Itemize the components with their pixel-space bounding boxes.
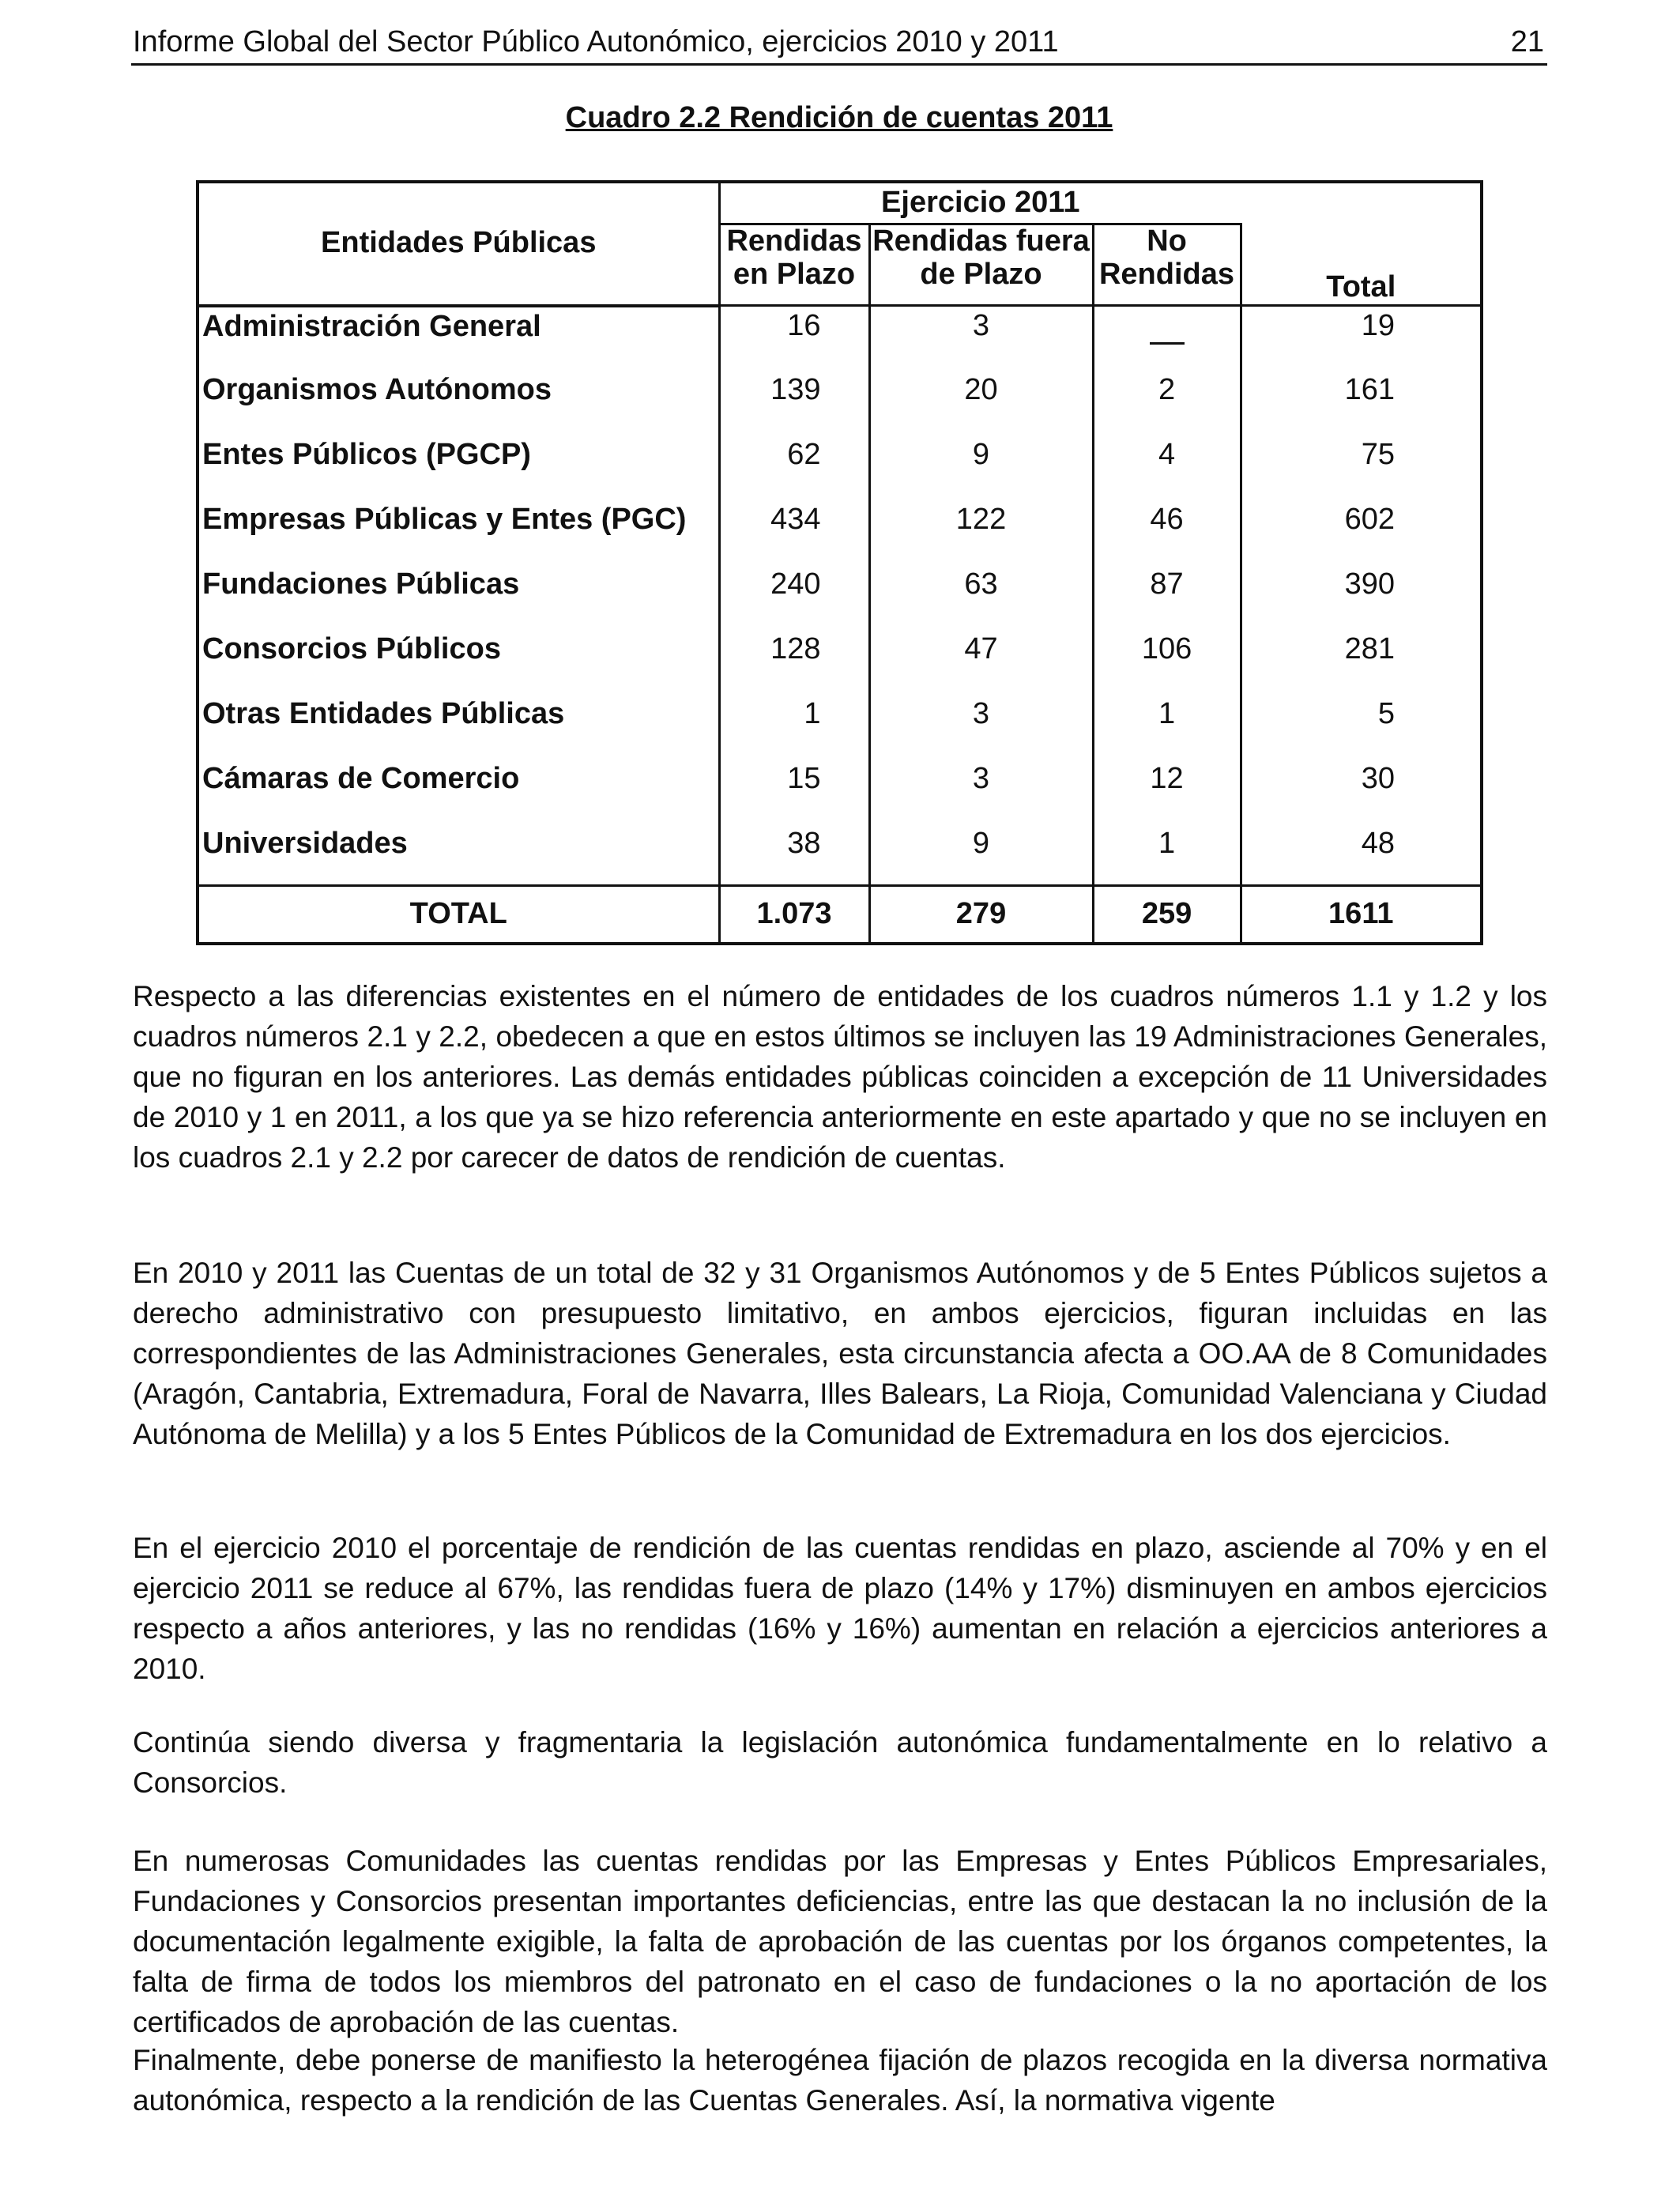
total-total: 1611: [1241, 885, 1482, 944]
cell-fuera: 122: [869, 496, 1093, 560]
table-row: [198, 306, 1482, 366]
col-header-rendidas-plazo: Rendidas en Plazo: [719, 224, 869, 306]
cell-plazo: 240: [719, 560, 869, 625]
row-name: Consorcios Públicos: [198, 625, 719, 690]
table-row: [198, 755, 1482, 820]
cell-no-rendidas: 4: [1093, 431, 1241, 496]
paragraph: Finalmente, debe ponerse de manifiesto la heterogénea fijación de plazos recogida en la diversa normativa autonómica, respecto a la rendición de las Cuentas Generales. Así, la normativa vigente: [133, 2044, 1547, 2117]
cell-plazo: 1: [719, 690, 869, 755]
cell-no-rendidas: 106: [1093, 625, 1241, 690]
col-header-rendidas-fuera: Rendidas fuera de Plazo: [869, 224, 1093, 306]
entities-header: Entidades Públicas: [198, 182, 719, 306]
row-name: Otras Entidades Públicas: [198, 690, 719, 755]
cell-total: 602: [1241, 496, 1482, 560]
total-fuera: 279: [869, 885, 1093, 944]
table-row: [198, 560, 1482, 625]
group-header-spacer: [1241, 182, 1482, 224]
group-header: Ejercicio 2011: [719, 182, 1241, 224]
cell-total: 161: [1241, 366, 1482, 431]
cell-total: 5: [1241, 690, 1482, 755]
total-label: TOTAL: [198, 885, 719, 944]
cell-fuera: 3: [869, 690, 1093, 755]
row-name: Organismos Autónomos: [198, 366, 719, 431]
total-no-rendidas: 259: [1093, 885, 1241, 944]
row-name: Entes Públicos (PGCP): [198, 431, 719, 496]
table-total-row: [198, 885, 1482, 944]
cell-no-rendidas: 87: [1093, 560, 1241, 625]
cell-no-rendidas: 1: [1093, 690, 1241, 755]
paragraph: En el ejercicio 2010 el porcentaje de rendición de las cuentas rendidas en plazo, asciende al 70% y en el ejercicio 2011 se reduce al 67%, las rendidas fuera de plazo (14% y 17%) disminuyen en ambos ejercicios respecto a años anteriores, y las no rendidas (16% y 16%) aumentan en relación a ejercicios anteriores a 2010.: [133, 1532, 1547, 1685]
table-row: [198, 820, 1482, 886]
table-row: [198, 496, 1482, 560]
paragraph: Respecto a las diferencias existentes en el número de entidades de los cuadros números 1.1 y 1.2 y los cuadros números 2.1 y 2.2, obedecen a que en estos últimos se incluyen las 19 Administraciones Generales, que no figuran en los anteriores. Las demás entidades públicas coinciden a excepción de 11 Universidades de 2010 y 1 en 2011, a los que ya se hizo referencia anteriormente en este apartado y que no se incluyen en los cuadros 2.1 y 2.2 por carecer de datos de rendición de cuentas.: [133, 980, 1547, 1174]
cell-total: 30: [1241, 755, 1482, 820]
cell-fuera: 9: [869, 820, 1093, 886]
header-title: Informe Global del Sector Público Autonómico, ejercicios 2010 y 2011: [133, 25, 1059, 58]
cell-no-rendidas: 2: [1093, 366, 1241, 431]
cell-plazo: 434: [719, 496, 869, 560]
row-name: Empresas Públicas y Entes (PGC): [198, 496, 719, 560]
page-header: [131, 22, 1547, 66]
cell-fuera: 20: [869, 366, 1093, 431]
paragraph: Continúa siendo diversa y fragmentaria la legislación autonómica fundamentalmente en lo relativo a Consorcios.: [133, 1726, 1547, 1799]
page-number: 21: [1510, 25, 1544, 58]
table-row: [198, 625, 1482, 690]
table-caption: Cuadro 2.2 Rendición de cuentas 2011: [565, 101, 1113, 134]
cell-no-rendidas: 46: [1093, 496, 1241, 560]
paragraph: En 2010 y 2011 las Cuentas de un total de 32 y 31 Organismos Autónomos y de 5 Entes Públicos sujetos a derecho administrativo con presupuesto limitativo, en ambos ejercicios, figuran incluidas en las correspondientes de las Administraciones Generales, esta circunstancia afecta a OO.AA de 8 Comunidades (Aragón, Cantabria, Extremadura, Foral de Navarra, Illes Balears, La Rioja, Comunidad Valenciana y Ciudad Autónoma de Melilla) y a los 5 Entes Públicos de la Comunidad de Extremadura en los dos ejercicios.: [133, 1257, 1547, 1450]
accounts-table: [196, 180, 1483, 945]
cell-plazo: 16: [719, 306, 869, 366]
col-header-total: Total: [1241, 224, 1482, 306]
table-row: [198, 690, 1482, 755]
table-row: [198, 366, 1482, 431]
dash-mark: [1150, 342, 1185, 345]
cell-plazo: 38: [719, 820, 869, 886]
table-row: [198, 431, 1482, 496]
cell-no-rendidas-empty: [1093, 306, 1241, 366]
cell-no-rendidas: 12: [1093, 755, 1241, 820]
total-plazo: 1.073: [719, 885, 869, 944]
cell-plazo: 128: [719, 625, 869, 690]
cell-total: 48: [1241, 820, 1482, 886]
cell-total: 281: [1241, 625, 1482, 690]
cell-fuera: 9: [869, 431, 1093, 496]
paragraph: En numerosas Comunidades las cuentas rendidas por las Empresas y Entes Públicos Empresariales, Fundaciones y Consorcios presentan importantes deficiencias, entre las que destacan la no inclusión de la documentación legalmente exigible, la falta de aprobación de las cuentas por los órganos competentes, la falta de firma de todos los miembros del patronato en el caso de fundaciones o la no aportación de los certificados de aprobación de las cuentas.: [133, 1845, 1547, 2038]
cell-fuera: 47: [869, 625, 1093, 690]
cell-total: 75: [1241, 431, 1482, 496]
cell-fuera: 3: [869, 755, 1093, 820]
cell-total: 19: [1241, 306, 1482, 366]
cell-fuera: 63: [869, 560, 1093, 625]
row-name: Fundaciones Públicas: [198, 560, 719, 625]
cell-total: 390: [1241, 560, 1482, 625]
row-name: Administración General: [198, 306, 719, 366]
cell-plazo: 139: [719, 366, 869, 431]
cell-fuera: 3: [869, 306, 1093, 366]
cell-plazo: 15: [719, 755, 869, 820]
row-name: Cámaras de Comercio: [198, 755, 719, 820]
row-name: Universidades: [198, 820, 719, 886]
cell-no-rendidas: 1: [1093, 820, 1241, 886]
col-header-no-rendidas: No Rendidas: [1093, 224, 1241, 306]
cell-plazo: 62: [719, 431, 869, 496]
